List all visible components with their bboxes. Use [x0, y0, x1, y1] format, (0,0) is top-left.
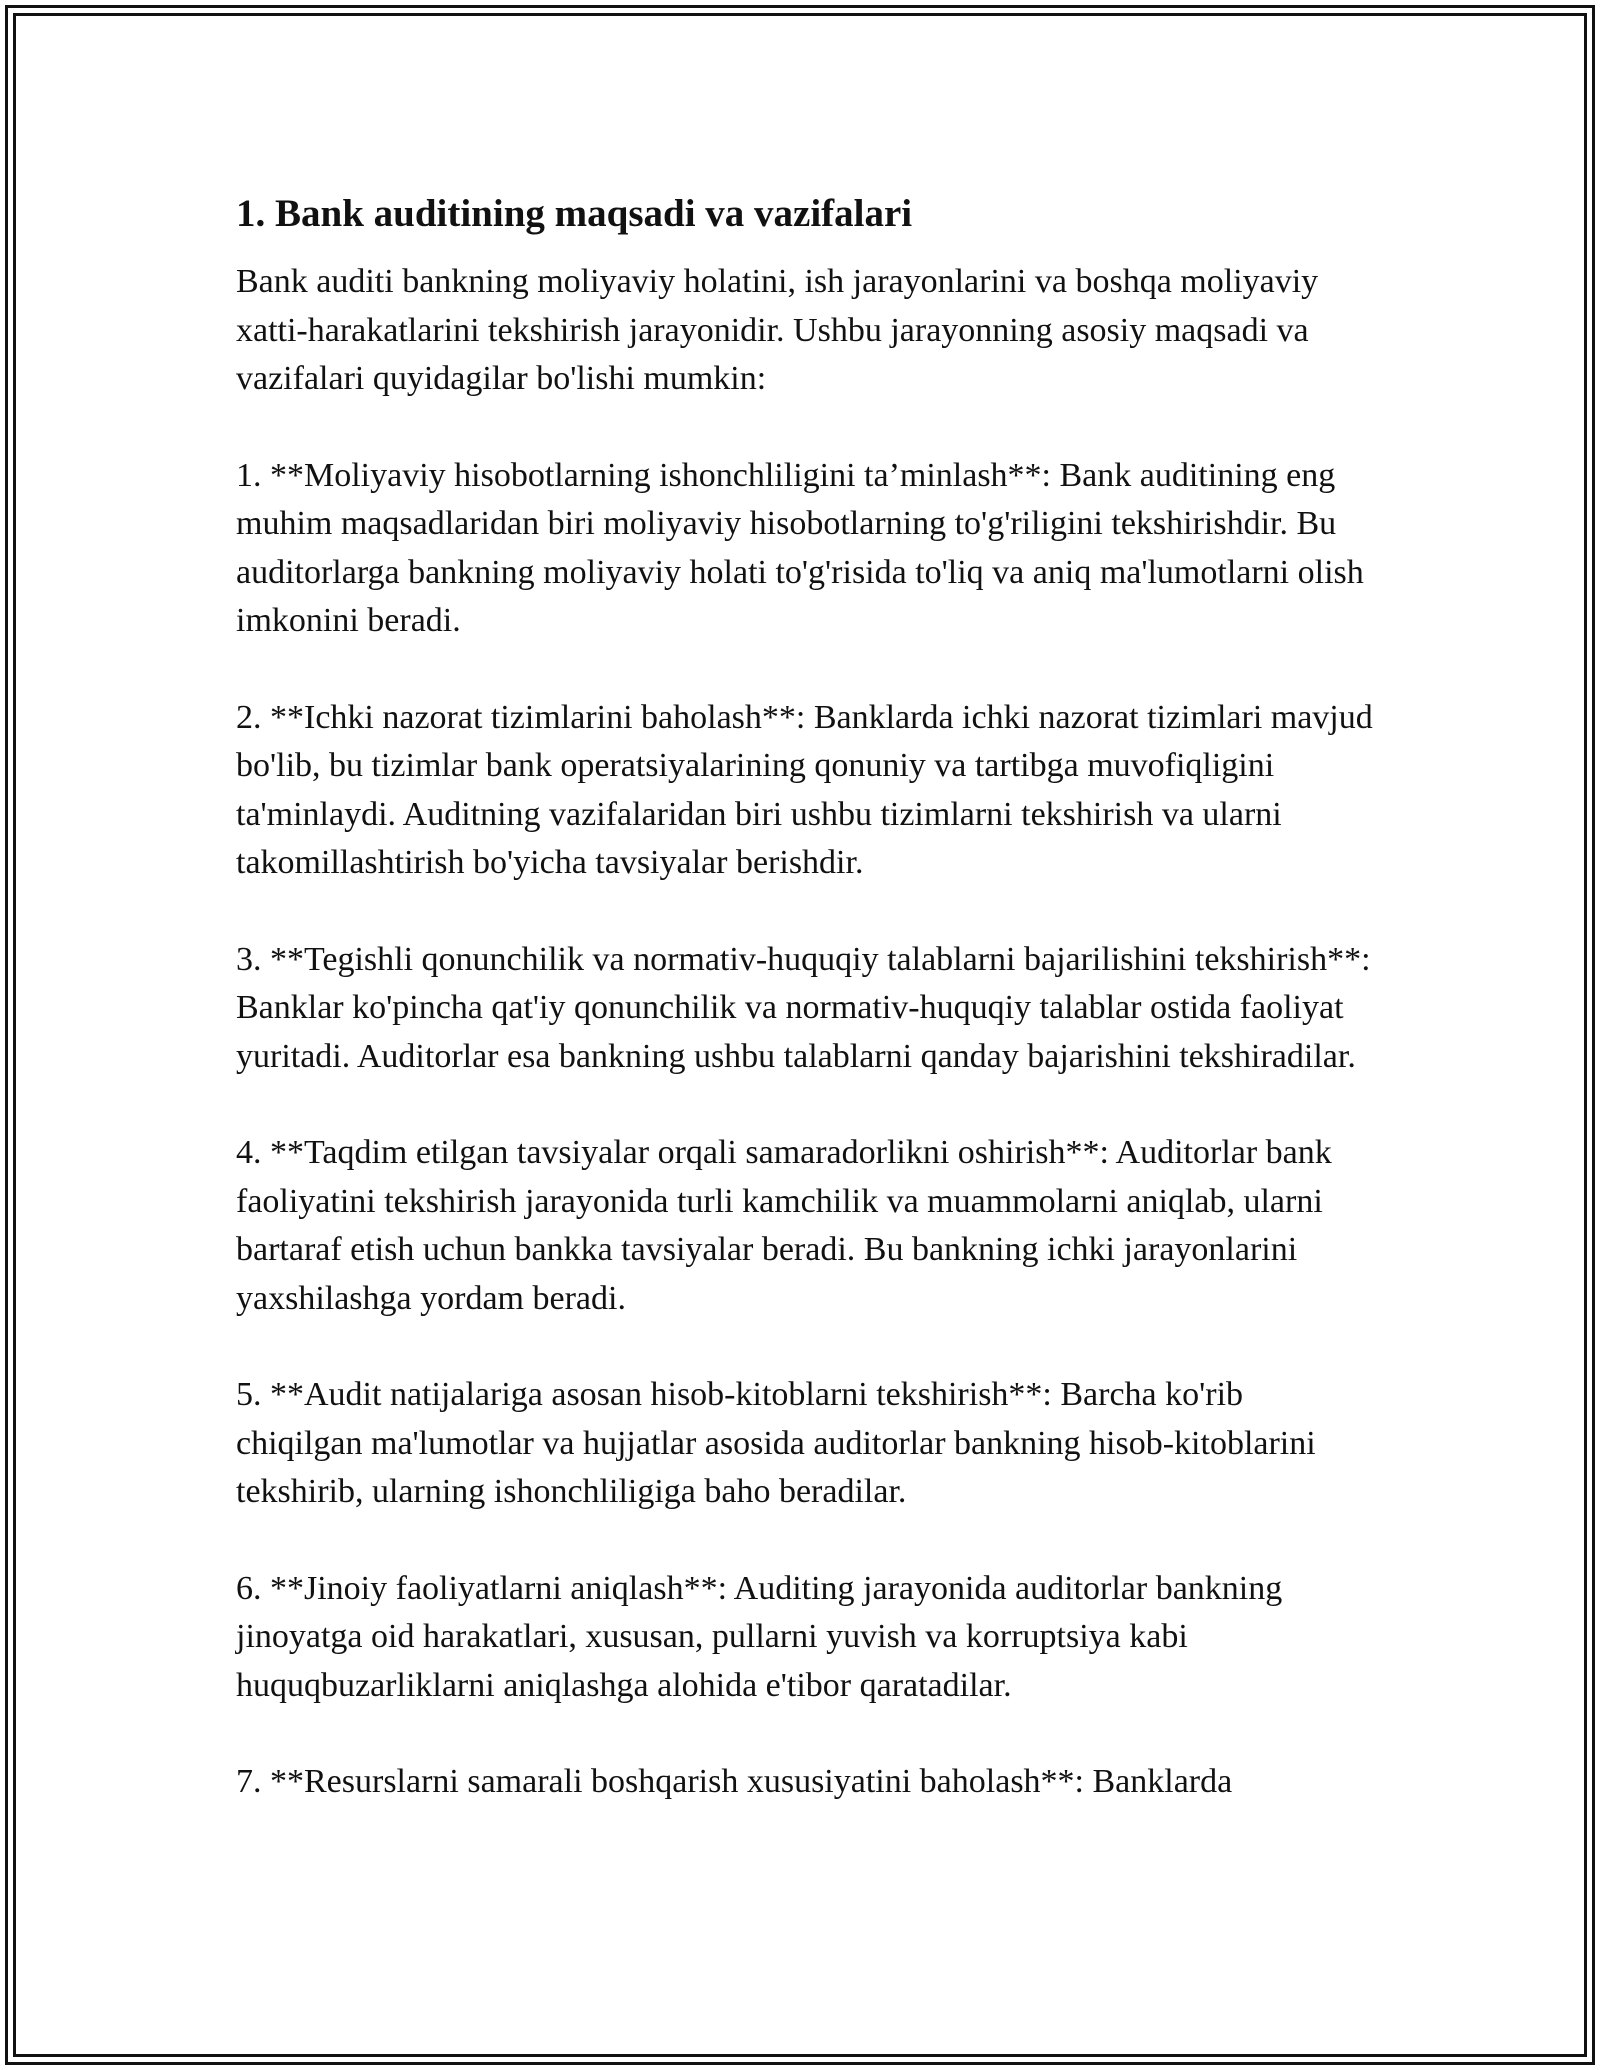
list-item-5: 5. **Audit natijalariga asosan hisob-kitoblarni tekshirish**: Barcha ko'rib chiqilgan ma'lumotlar va hujjatlar asosida auditorlar bankning hisob-kitoblarini tekshirib, ularning ishonchliligiga baho beradilar. [236, 1376, 1316, 1510]
list-item-2: 2. **Ichki nazorat tizimlarini baholash**: Banklarda ichki nazorat tizimlari mavjud bo'lib, bu tizimlar bank operatsiyalarining qonuniy va tartibga muvofiqligini ta'minlaydi. Auditning vazifalaridan biri ushbu tizimlarni tekshirish va ularni takomillashtirish bo'yicha tavsiyalar berishdir. [236, 698, 1373, 881]
list-item-4: 4. **Taqdim etilgan tavsiyalar orqali samaradorlikni oshirish**: Auditorlar bank faoliyatini tekshirish jarayonida turli kamchilik va muammolarni aniqlab, ularni bartaraf etish uchun bankka tavsiyalar beradi. Bu bankning ichki jarayonlarini yaxshilashga yordam beradi. [236, 1134, 1332, 1317]
list-item-6: 6. **Jinoiy faoliyatlarni aniqlash**: Auditing jarayonida auditorlar bankning jinoyatga oid harakatlari, xususan, pullarni yuvish va korruptsiya kabi huquqbuzarliklarni aniqlashga alohida e'tibor qaratadilar. [236, 1569, 1283, 1704]
list-item-1: 1. **Moliyaviy hisobotlarning ishonchliligini ta’minlash**: Bank auditining eng muhim maqsadlaridan biri moliyaviy hisobotlarning to'g'riligini tekshirishdir. Bu auditorlarga bankning moliyaviy holati to'g'risida to'liq va aniq ma'lumotlarni olish imkonini beradi. [236, 456, 1364, 639]
intro-paragraph: Bank auditi bankning moliyaviy holatini, ish jarayonlarini va boshqa moliyaviy xatti-harakatlarini tekshirish jarayonidir. Ushbu jarayonning asosiy maqsadi va vazifalari quyidagilar bo'lishi mumkin: [236, 263, 1319, 397]
section-heading: 1. Bank auditining maqsadi va vazifalari [236, 192, 913, 235]
list-item-7: 7. **Resurslarni samarali boshqarish xususiyatini baholash**: Banklarda [236, 1763, 1233, 1800]
list-item-3: 3. **Tegishli qonunchilik va normativ-huquqiy talablarni bajarilishini tekshirish**: Banklar ko'pincha qat'iy qonunchilik va normativ-huquqiy talablar ostida faoliyat yuritadi. Auditorlar esa bankning ushbu talablarni qanday bajarishini tekshiradilar. [236, 940, 1371, 1075]
document-page [236, 186, 1376, 1807]
